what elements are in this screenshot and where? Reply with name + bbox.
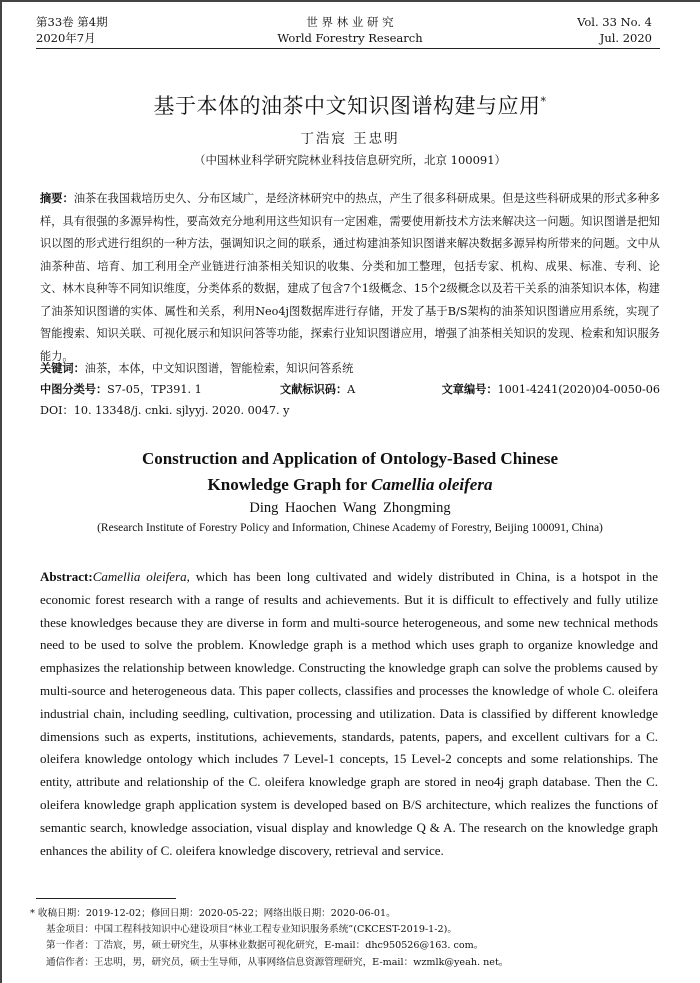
doi: DOI：10. 13348/j. cnki. sjlyyj. 2020. 0047. y bbox=[40, 404, 290, 417]
footnote-dates: * 收稿日期：2019-12-02；修回日期：2020-05-22；网络出版日期：2020-06-01。 bbox=[30, 908, 396, 919]
english-abstract-text: , which has been long cultivated and widely distributed in China, is a hotspot in the economic forest research with a range of results and achievements. But it is difficult to effectively and fully utilize these knowledges because they are diverse in form and multi-source heterogeneous, and some new technical methods need to be used to solve the problem. Knowledge graph is a method which uses graph to organize knowledge and emphasizes the relationship between knowledge. Constructing the knowledge graph can solve the problems caused by multi-source and heterogeneous data. This paper collects, classifies and processes the knowledge of whole C. oleifera industrial chain, including seedling, cultivation, processing and utilization. Data is classified by different knowledge dimensions such as experts, institutions, achievements, standards, patents, papers, and excellent cultivars for a C. oleifera knowledge ontology which includes 7 Level-1 concepts, 15 Level-2 concepts and some relationships. The entity, attribute and relationship of the C. oleifera knowledge graph are stored in neo4j graph database. Then the C. oleifera knowledge graph application system is developed based on B/S architecture, which realizes the functions of semantic search, knowledge association, visual display and knowledge Q & A. The research on the knowledge graph enhances the ability of C. oleifera knowledge discovery, retrieval and service. bbox=[40, 569, 658, 858]
keywords-label: 关键词： bbox=[40, 362, 85, 375]
document-code bbox=[280, 381, 355, 399]
chinese-affiliation: （中国林业科学研究院林业科技信息研究所，北京 100091） bbox=[193, 153, 507, 167]
clc-value: S7-05，TP391. 1 bbox=[107, 383, 202, 396]
footnote-fund: 基金项目：中国工程科技知识中心建设项目“林业工程专业知识服务系统”(CKCEST-2019-1-2)。 bbox=[46, 924, 457, 935]
footnote-first-author: 第一作者：丁浩宸，男，硕士研究生，从事林业数据可视化研究，E-mail：dhc950526@163. com。 bbox=[46, 940, 484, 951]
english-title-line1: Construction and Application of Ontology-Based Chinese bbox=[141, 449, 559, 468]
english-title bbox=[0, 446, 700, 498]
english-title-species: Camellia oleifera bbox=[371, 475, 493, 494]
chinese-authors: 丁浩宸 王忠明 bbox=[300, 131, 400, 147]
issue-volume: 第33卷 第4期 bbox=[36, 15, 108, 29]
chinese-title bbox=[0, 90, 700, 120]
english-abstract-species: Camellia oleifera bbox=[92, 569, 187, 584]
english-affiliation: (Research Institute of Forestry Policy and Information, Chinese Academy of Forestry, Beijing 100091, China) bbox=[97, 522, 603, 534]
volume-date: Jul. 2020 bbox=[599, 31, 652, 45]
footnote-corresponding-author: 通信作者：王忠明，男，研究员，硕士生导师，从事网络信息资源管理研究，E-mail：wzmlk@yeah. net。 bbox=[46, 957, 509, 968]
chinese-abstract-text: 油茶在我国栽培历史久、分布区域广，是经济林研究中的热点，产生了很多科研成果。但是这些科研成果的形式多种多样，具有很强的多源异构性，要高效充分地利用这些知识有一定困难，需要使用新技术方法来解决这一问题。知识图谱是把知识以图的形式进行组织的一种方法，强调知识之间的联系，通过构建油茶知识图谱来解决数据多源异构所带来的问题。文中从油茶种苗、培育、加工利用全产业链进行油茶相关知识的收集、分类和加工整理，包括专家、机构、成果、标准、专利、论文、林木良种等不同知识维度，分类体系的数据，建成了包含7个1级概念、15个2级概念以及若干关系的油茶知识本体，构建了油茶知识图谱的实体、属性和关系，利用Neo4j图数据库进行存储，开发了基于B/S架构的油茶知识图谱应用系统，实现了智能搜索、知识关联、可视化展示和知识问答等功能，探索行业知识图谱应用，增强了油茶相关知识的发现、检索和知识服务能力。 bbox=[40, 192, 660, 363]
document-code-label: 文献标识码： bbox=[280, 383, 348, 396]
chinese-title-text: 基于本体的油茶中文知识图谱构建与应用 bbox=[153, 94, 541, 118]
chinese-keywords bbox=[40, 360, 660, 378]
chinese-abstract bbox=[40, 188, 660, 368]
title-footnote-mark: * bbox=[540, 95, 547, 108]
journal-name-en: World Forestry Research bbox=[277, 31, 423, 45]
english-abstract bbox=[40, 566, 658, 862]
volume-number: Vol. 33 No. 4 bbox=[577, 15, 652, 29]
english-title-line2 bbox=[0, 472, 700, 498]
document-code-value: A bbox=[347, 383, 356, 396]
footnote-divider bbox=[36, 898, 176, 899]
keywords-text: 油茶，本体，中文知识图谱，智能检索，知识问答系统 bbox=[84, 362, 354, 375]
clc-label: 中图分类号： bbox=[40, 383, 108, 396]
article-number-value: 1001-4241(2020)04-0050-06 bbox=[497, 383, 660, 396]
chinese-abstract-label: 摘要： bbox=[40, 192, 74, 205]
issue-date: 2020年7月 bbox=[36, 31, 96, 45]
english-title-line2-text: Knowledge Graph for bbox=[207, 475, 372, 494]
article-number bbox=[442, 381, 660, 399]
article-number-label: 文章编号： bbox=[441, 383, 498, 396]
clc-number bbox=[40, 381, 202, 399]
journal-volume-en bbox=[577, 14, 652, 46]
journal-name-cn: 世 界 林 业 研 究 bbox=[306, 15, 394, 29]
english-authors: Ding Haochen Wang Zhongming bbox=[249, 500, 451, 516]
english-abstract-label: Abstract: bbox=[40, 569, 93, 584]
header-divider bbox=[36, 48, 660, 49]
